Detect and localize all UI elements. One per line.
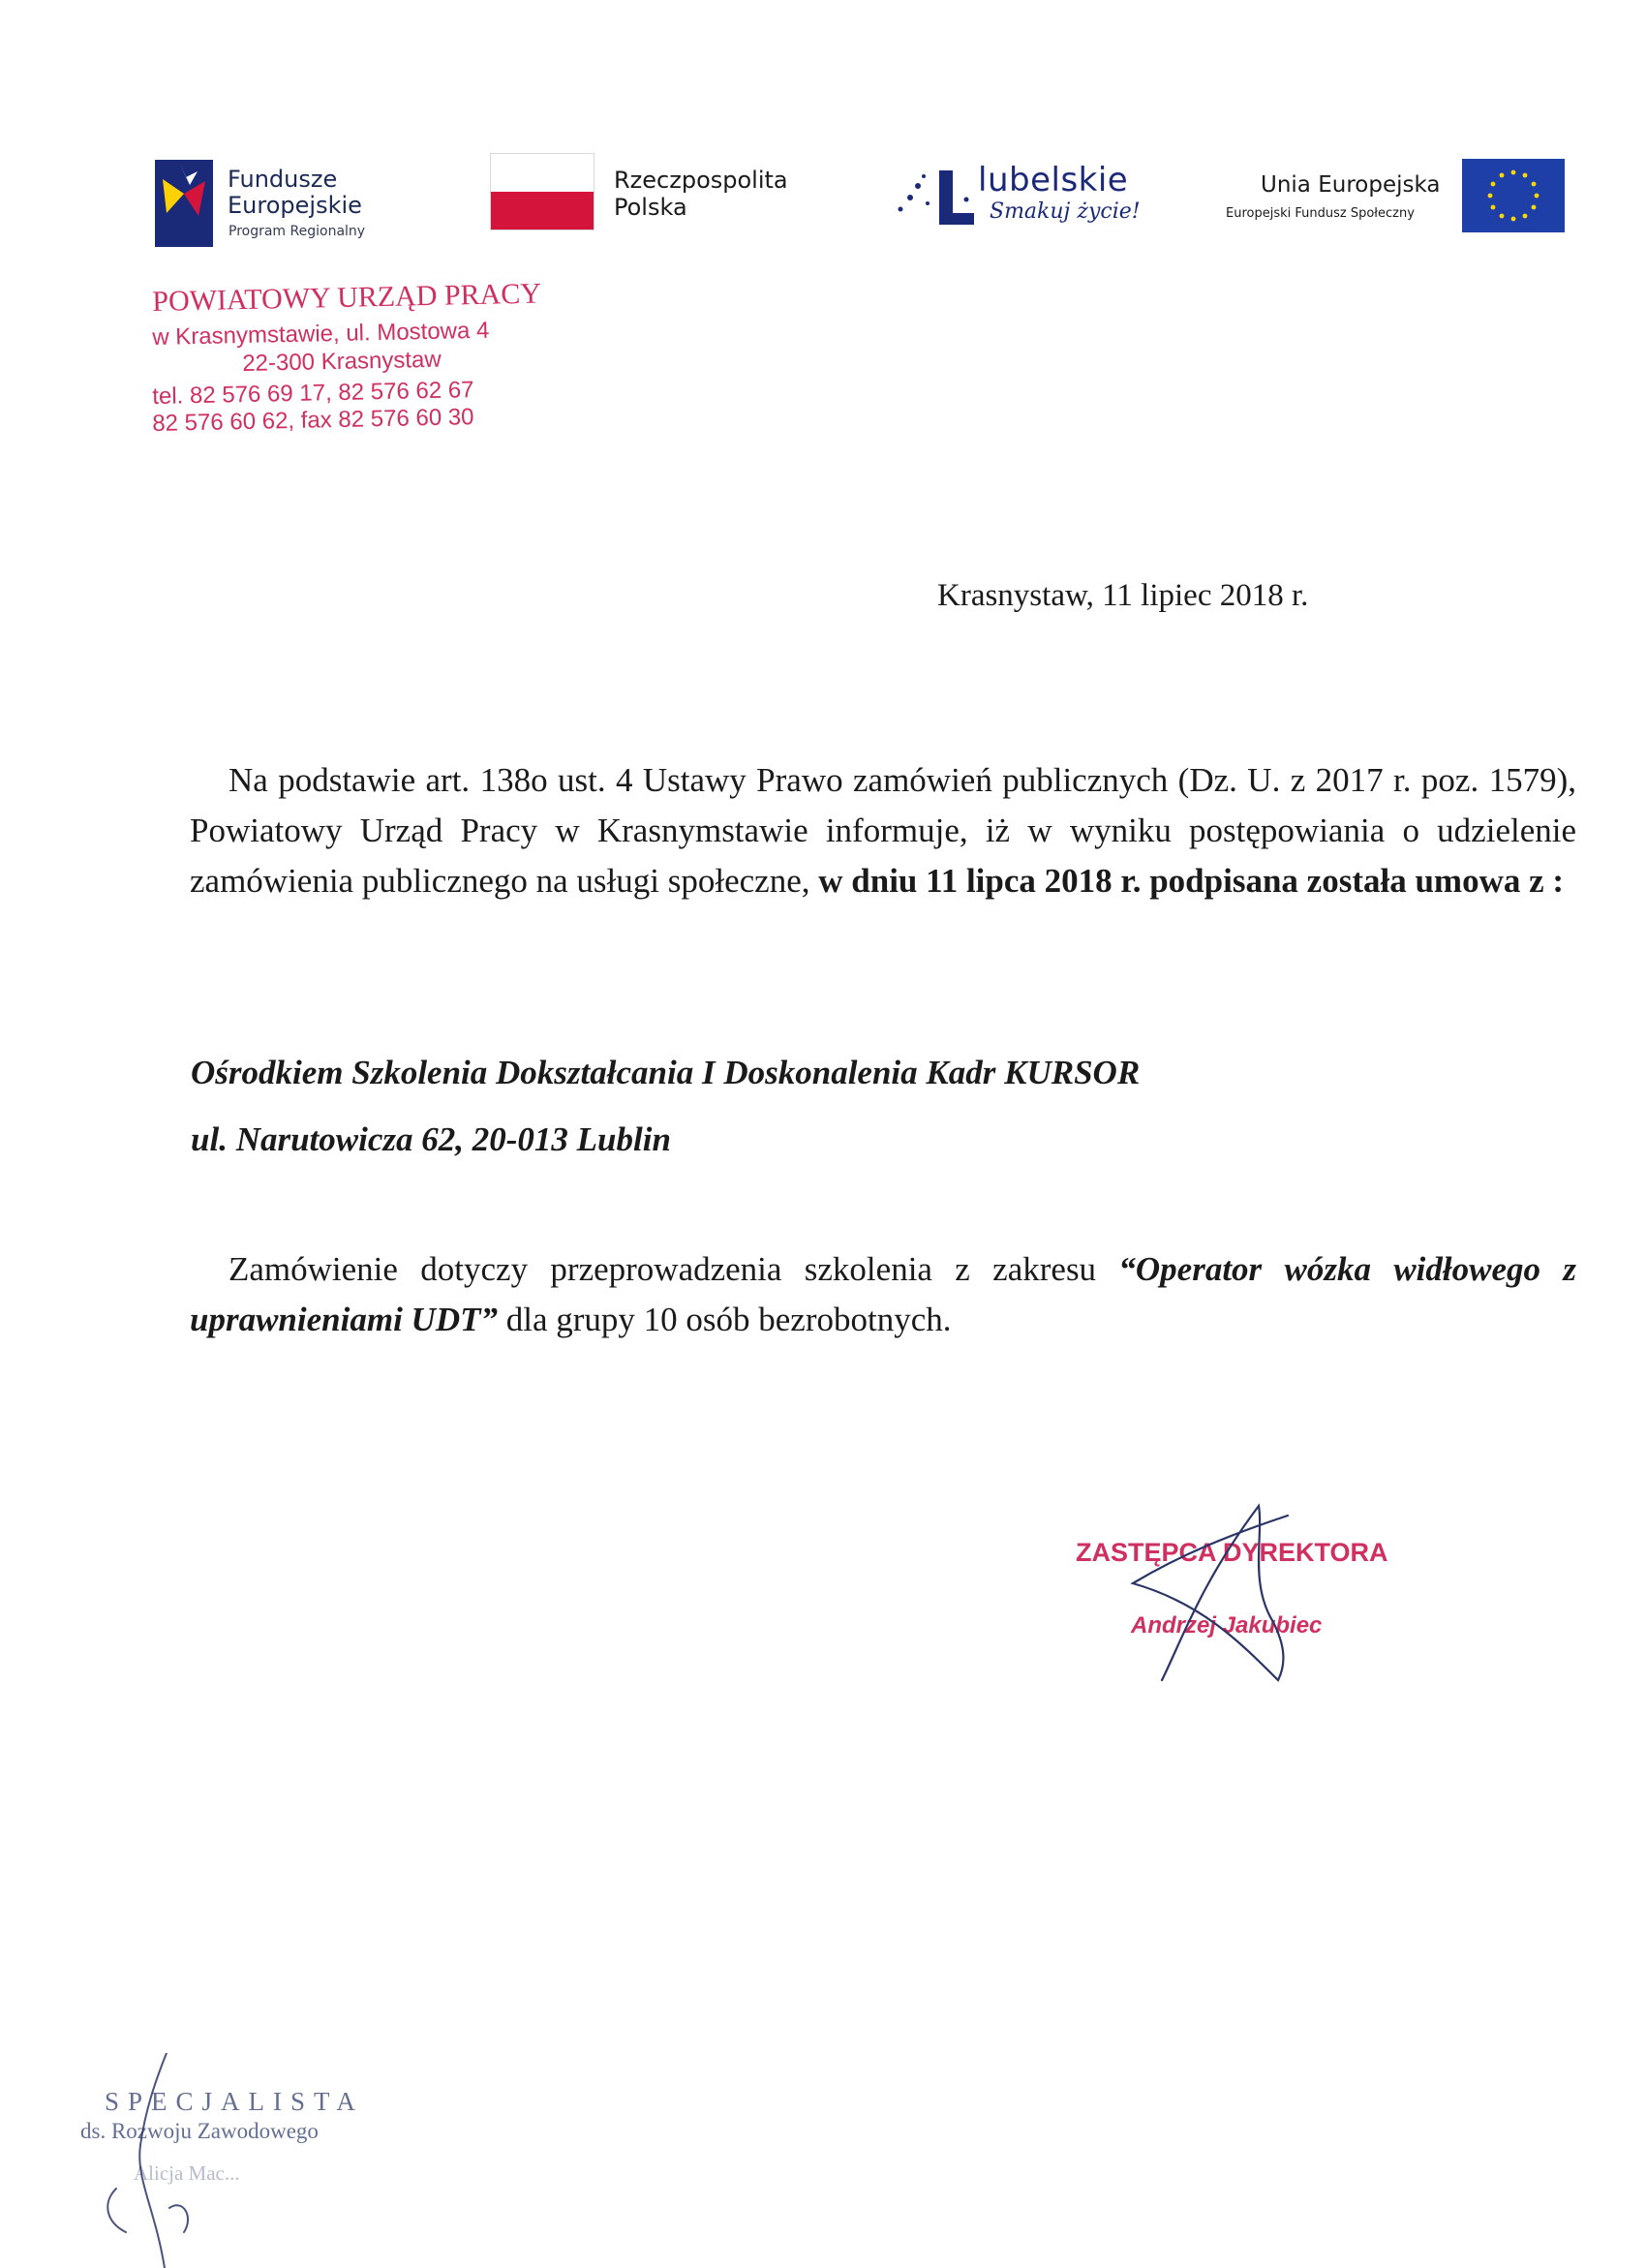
letter-date: Krasnystaw, 11 lipiec 2018 r. — [937, 578, 1309, 613]
contractor-address: ul. Narutowicza 62, 20-013 Lublin — [191, 1120, 671, 1158]
fe-title-line1: Fundusze — [228, 166, 338, 193]
office-stamp-title: POWIATOWY URZĄD PRACY — [152, 277, 542, 318]
office-stamp-fax: 82 576 60 62, fax 82 576 60 30 — [152, 404, 474, 437]
paragraph-subject — [190, 1244, 1576, 1345]
paragraph-intro — [190, 755, 1576, 906]
rp-line2: Polska — [614, 194, 687, 221]
office-stamp-postcode: 22-300 Krasnystaw — [242, 346, 442, 377]
lubelskie-tagline: Smakuj życie! — [990, 199, 1141, 224]
office-stamp-address: w Krasnymstawie, ul. Mostowa 4 — [152, 317, 490, 351]
eu-flag-icon — [1462, 159, 1565, 232]
rzeczpospolita-label — [614, 167, 788, 221]
contractor-name: Ośrodkiem Szkolenia Dokształcania I Doskonalenia Kadr KURSOR — [191, 1054, 1141, 1091]
paragraph-subject-course: “Operator wózka widłowego z uprawnieniami UDT” — [190, 1250, 1576, 1338]
rp-line1: Rzeczpospolita — [614, 167, 788, 194]
efs-label: Europejski Fundusz Społeczny — [1226, 206, 1415, 221]
specialist-stamp-department: ds. Rozwoju Zawodowego — [80, 2119, 319, 2143]
signature-stamp-role: ZASTĘPCA DYREKTORA — [1076, 1538, 1388, 1567]
poland-flag-icon — [490, 153, 594, 230]
paragraph-subject-tail: dla grupy 10 osób bezrobotnych. — [497, 1301, 952, 1338]
office-stamp-phone: tel. 82 576 69 17, 82 576 62 67 — [152, 377, 474, 410]
specialist-stamp-title: SPECJALISTA — [105, 2087, 364, 2116]
paragraph-intro-bold: w dniu 11 lipca 2018 r. podpisana została umowa z : — [818, 862, 1565, 900]
paragraph-intro-text: Na podstawie art. 138o ust. 4 Ustawy Prawo zamówień publicznych (Dz. U. z 2017 r. poz. 1579), Powiatowy Urząd Pracy w Krasnymstawie informuje, iż w wyniku postępowiania o udzielenie zamówienia publicznego na usługi społeczne, — [190, 761, 1576, 900]
specialist-signature-icon — [97, 2053, 290, 2268]
paragraph-subject-text: Zamówienie dotyczy przeprowadzenia szkolenia z zakresu — [229, 1250, 1119, 1288]
unia-europejska-label: Unia Europejska — [1261, 172, 1441, 198]
fe-title-line2: Europejskie — [228, 192, 362, 219]
fundusze-europejskie-logo-icon — [155, 160, 213, 247]
fundusze-subtitle: Program Regionalny — [229, 224, 366, 239]
lubelskie-logo-icon — [889, 165, 978, 234]
signature-stamp-name: Andrzej Jakubiec — [1131, 1612, 1323, 1639]
handwritten-signature-icon — [1094, 1496, 1326, 1690]
lubelskie-name: lubelskie — [978, 161, 1129, 199]
specialist-stamp-name: Alicja Mac... — [134, 2161, 240, 2185]
fundusze-europejskie-title — [228, 167, 362, 219]
